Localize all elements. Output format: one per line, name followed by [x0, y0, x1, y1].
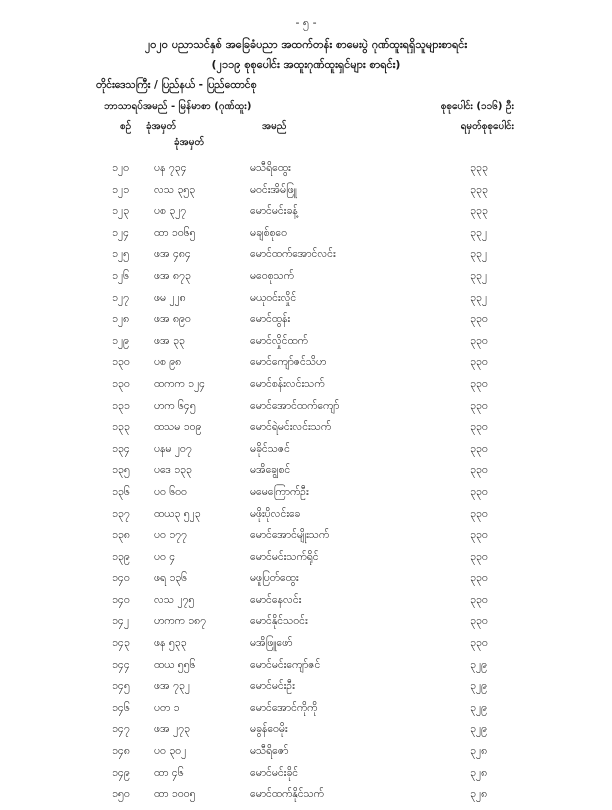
student-name-cell: မယုဝင်းလှိုင် — [250, 291, 297, 304]
student-name-cell: မဝင်းအိမ်ဖြူ — [250, 183, 297, 196]
roll-number-cell: ထယ ၅၅၆ — [154, 658, 196, 671]
roll-number-cell: ထသမ ၁၀၉ — [154, 421, 202, 434]
serial-number-cell: ၁၃၃ — [112, 421, 130, 434]
roll-number-cell: ဖအ ၂၇၃ — [154, 723, 190, 736]
serial-number-cell: ၁၂၇ — [112, 291, 129, 304]
total-marks-cell: ၃၂၈ — [470, 766, 488, 779]
total-marks-cell: ၃၃၂ — [470, 291, 487, 304]
serial-number-cell: ၁၄၀ — [112, 572, 130, 585]
page-number: - ၅ - — [295, 16, 317, 29]
table-row — [0, 443, 612, 465]
roll-number-cell: ပဝ ၃၀၂ — [154, 745, 187, 758]
student-name-cell: မောင်မင်းဦး — [250, 680, 295, 693]
roll-number-cell: ပစ ၃၂၇ — [154, 205, 187, 218]
total-marks-cell: ၃၃၀ — [470, 334, 488, 347]
roll-number-cell: ဖမ ၂၂၈ — [154, 291, 186, 304]
roll-number-cell: ဟက ၆၄၅ — [154, 399, 196, 412]
total-marks-cell: ၃၃၃ — [470, 162, 488, 174]
serial-number-cell: ၁၃၀ — [112, 356, 130, 369]
total-marks-cell: ၃၃၀ — [470, 637, 488, 650]
total-marks-cell: ၃၃၀ — [470, 593, 488, 606]
serial-number-cell: ၁၃၄ — [112, 442, 130, 455]
total-marks-cell: ၃၃၀ — [470, 550, 488, 563]
name-column-header: အမည် — [262, 121, 287, 132]
total-marks-cell: ၃၃၀ — [470, 421, 488, 434]
table-row — [0, 745, 612, 767]
table-row — [0, 184, 612, 206]
table-row — [0, 162, 612, 184]
table-row — [0, 723, 612, 745]
table-row — [0, 464, 612, 486]
table-row — [0, 248, 612, 270]
serial-number-cell: ၁၄၃ — [112, 637, 130, 650]
table-row — [0, 702, 612, 724]
roll-number-cell: ထယ၃ ၅၂၃ — [154, 507, 201, 520]
table-row — [0, 659, 612, 681]
roll-number-cell: ဖအ ၈၉၀ — [154, 313, 191, 326]
total-marks-cell: ၃၃၃ — [470, 183, 488, 196]
student-name-cell: မောင်နိုင်သဝင်း — [250, 615, 308, 628]
serial-number-cell: ၁၃၀ — [112, 377, 130, 390]
roll-number-cell: ဖအ ၇၃၂ — [154, 680, 190, 693]
student-name-cell: မမေကြောက်ဦး — [250, 485, 309, 498]
student-name-cell: မအိဖြူဖော် — [250, 637, 293, 650]
results-table — [0, 162, 612, 810]
student-name-cell: မချစ်စုဝေ — [250, 226, 287, 239]
table-row — [0, 270, 612, 292]
serial-number-cell: ၁၃၆ — [112, 485, 130, 498]
table-row — [0, 356, 612, 378]
table-row — [0, 637, 612, 659]
total-marks-cell: ၃၂၉ — [470, 723, 487, 736]
serial-number-cell: ၁၂၅ — [112, 248, 129, 261]
total-marks-cell: ၃၂၉ — [470, 701, 487, 714]
student-name-cell: မောင်မင်းခန့် — [250, 205, 298, 218]
total-marks-cell: ၃၃၀ — [470, 377, 488, 390]
serial-number-cell: ၁၃၁ — [112, 399, 130, 412]
document-title: ၂၀၂၀ ပညာသင်နှစ် အခြေခံပညာ အထက်တန်း စာမေးပွဲ ဂုဏ်ထူးရရှိသူများစာရင်း — [144, 38, 468, 51]
serial-number-cell: ၁၂၃ — [112, 205, 129, 218]
serial-number-cell: ၁၃၉ — [112, 550, 130, 563]
total-marks-cell: ၃၃၂ — [470, 248, 487, 261]
roll-number-cell: ထာ ၁၀၆၅ — [154, 226, 196, 239]
table-row — [0, 486, 612, 508]
total-marks-cell: ၃၃၀ — [470, 485, 488, 498]
table-row — [0, 551, 612, 573]
serial-number-cell: ၁၂၀ — [112, 162, 129, 174]
total-marks-cell: ၃၂၉ — [470, 658, 487, 671]
student-name-cell: မသီရိဇော် — [250, 745, 289, 758]
roll-number-cell: ပဝ ၄ — [154, 550, 176, 563]
total-marks-cell: ၃၂၈ — [470, 745, 488, 758]
student-name-cell: မောင်မင်းသက်ရိုင် — [250, 550, 319, 563]
student-name-cell: မသီရိထွေး — [250, 162, 291, 174]
student-name-cell: မောင်မင်းကျော်ဇင် — [250, 658, 321, 671]
student-name-cell: မောင်ကျော်ဇင်သိဟ — [250, 356, 327, 369]
serial-number-cell: ၁၂၄ — [112, 226, 129, 239]
student-name-cell: မောင်ရဲမင်းလင်းသက် — [250, 421, 332, 434]
student-name-cell: မဖိုးပိုလင်းခေ — [250, 507, 301, 520]
roll-number-cell: ပတ ၁ — [154, 701, 180, 714]
table-row — [0, 313, 612, 335]
roll-number-cell: ထာ ၁၀၀၅ — [154, 788, 196, 801]
total-count-header: စုစုပေါင်း (၁၁၆) ဦး — [440, 101, 514, 112]
table-row — [0, 421, 612, 443]
student-name-cell: မောင်ထက်နိုင်သက် — [250, 788, 324, 801]
roll-number-cell: ဖအ ၄၈၄ — [154, 248, 191, 261]
total-marks-cell: ၃၃၀ — [470, 399, 488, 412]
total-marks-cell: ၃၂၈ — [470, 788, 488, 801]
student-name-cell: မောင်ထွန်း — [250, 313, 291, 326]
total-marks-cell: ၃၃၀ — [470, 529, 488, 542]
serial-number-cell: ၁၂၆ — [112, 269, 129, 282]
total-marks-cell: ၃၃၀ — [470, 572, 488, 585]
total-marks-cell: ၃၃၃ — [470, 205, 488, 218]
roll-number-cell: ဖန ၅၃၃ — [154, 637, 187, 650]
student-name-cell: မောင်လှိုင်ထက် — [250, 334, 308, 347]
table-row — [0, 572, 612, 594]
student-name-cell: မအိချွေစင် — [250, 464, 291, 477]
serial-number-cell: ၁၄၆ — [112, 701, 130, 714]
total-marks-cell: ၃၃၀ — [470, 464, 488, 477]
table-row — [0, 615, 612, 637]
total-marks-cell: ၃၃၀ — [470, 615, 488, 628]
region-label: တိုင်းဒေသကြီး / ပြည်နယ် - ပြည်ထောင်စု — [96, 79, 257, 91]
total-marks-cell: ၃၂၉ — [470, 680, 487, 693]
serial-number-cell: ၁၄၄ — [112, 658, 130, 671]
roll-number-cell: ဟကက ၁၈၇ — [154, 615, 206, 628]
table-row — [0, 378, 612, 400]
subject-category-header: ဘာသာရပ်အမည် - မြန်မာစာ (ဂုဏ်ထူး) — [104, 101, 252, 112]
serial-number-cell: ၁၄၇ — [112, 723, 130, 736]
serial-number-cell: ၁၂၉ — [112, 334, 129, 347]
student-name-cell: မောင်ထက်အောင်လင်း — [250, 248, 336, 261]
roll-number-cell: ပနမ ၂၀၇ — [154, 442, 192, 455]
total-marks-cell: ၃၃၀ — [470, 313, 488, 326]
serial-number-cell: ၁၅၀ — [112, 788, 130, 801]
table-row — [0, 529, 612, 551]
serial-number-cell: ၁၃၈ — [112, 529, 130, 542]
roll-number-cell: ဖအ ၃၃ — [154, 334, 185, 347]
roll-number-cell: လသ ၂၇၅ — [154, 593, 195, 606]
table-row — [0, 594, 612, 616]
serial-number-cell: ၁၄၀ — [112, 593, 130, 606]
student-name-cell: မောင်စန်းလင်းသက် — [250, 377, 325, 390]
total-marks-column-header: ရမှတ်စုစုပေါင်း — [460, 121, 514, 132]
table-row — [0, 400, 612, 422]
student-name-cell: မောင်အောင်မျိုးသက် — [250, 529, 330, 542]
roll-number-cell: ပဝ ၆၀၀ — [154, 485, 187, 498]
roll-number-cell: ဖအ ၈၇၃ — [154, 269, 191, 282]
student-name-cell: မခွန်ဝေမိုး — [250, 723, 288, 736]
serial-number-cell: ၁၂၈ — [112, 313, 130, 326]
roll-number-cell: ပဝ ၁၇၇ — [154, 529, 187, 542]
table-row — [0, 788, 612, 810]
table-row — [0, 205, 612, 227]
student-name-cell: မောင်နေလင်း — [250, 593, 302, 606]
total-marks-cell: ၃၃၂ — [470, 269, 487, 282]
student-name-cell: မခိုင်သဇင် — [250, 442, 290, 455]
table-row — [0, 227, 612, 249]
total-marks-cell: ၃၃၂ — [470, 226, 487, 239]
total-marks-cell: ၃၃၀ — [470, 356, 488, 369]
serial-number-cell: ၁၃၅ — [112, 464, 130, 477]
table-row — [0, 335, 612, 357]
student-name-cell: မောင်မင်းခိုင် — [250, 766, 299, 779]
serial-number-cell: ၁၂၁ — [112, 183, 129, 196]
roll-number-column-header-line2: ခုံအမှတ် — [174, 137, 205, 148]
roll-number-column-header: ခုံအမှတ် — [146, 121, 177, 132]
roll-number-cell: ပန ၇၃၄ — [154, 162, 187, 174]
student-name-cell: မောင်အောင်ထက်ကျော် — [250, 399, 340, 412]
total-marks-cell: ၃၃၀ — [470, 507, 488, 520]
table-row — [0, 680, 612, 702]
roll-number-cell: ထကက ၁၂၄ — [154, 377, 206, 390]
student-name-cell: မဝေစုသက် — [250, 269, 294, 282]
serial-number-cell: ၁၄၅ — [112, 680, 130, 693]
roll-number-cell: ထာ ၄၆ — [154, 766, 184, 779]
serial-number-cell: ၁၄၉ — [112, 766, 130, 779]
total-marks-cell: ၃၃၀ — [470, 442, 488, 455]
serial-number-cell: ၁၄၈ — [112, 745, 130, 758]
roll-number-cell: ပစ ၉၈ — [154, 356, 182, 369]
student-name-cell: မဖူပြတ်ထွေး — [250, 572, 299, 585]
table-row — [0, 508, 612, 530]
serial-number-cell: ၁၃၇ — [112, 507, 130, 520]
roll-number-cell: ပဒေ ၁၃၃ — [154, 464, 192, 477]
roll-number-cell: ဖရ ၁၃၆ — [154, 572, 188, 585]
roll-number-cell: လသ ၃၅၃ — [154, 183, 196, 196]
document-subtitle: (၂၁၁၉ စုစုပေါင်း အထူးဂုဏ်ထူးရှင်များ စာရင်း) — [211, 58, 401, 71]
student-name-cell: မောင်အောင်ကိုကို — [250, 701, 318, 714]
serial-column-header: စဉ် — [120, 121, 132, 132]
table-row — [0, 767, 612, 789]
serial-number-cell: ၁၄၂ — [112, 615, 129, 628]
table-row — [0, 292, 612, 314]
